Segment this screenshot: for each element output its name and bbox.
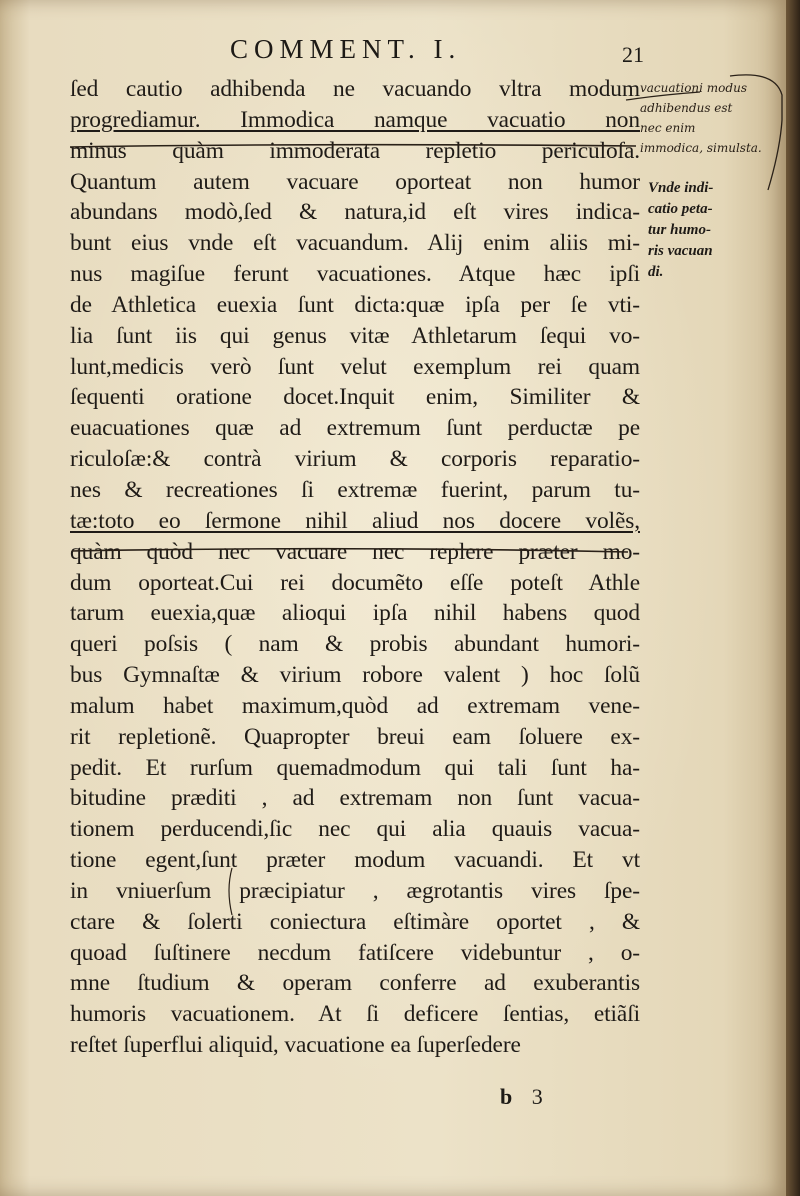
hand-line-4: immodica, simulsta.: [640, 141, 762, 155]
text-line-9: lia ſunt iis qui genus vitæ Athletarum ſequi vo-: [70, 322, 640, 349]
hand-bracket: [730, 75, 782, 190]
hand-line-1: vacuationi modus: [640, 81, 747, 95]
hand-arrow: [626, 92, 700, 100]
margin-line-2: catio peta-: [648, 201, 713, 217]
text-line-18: tarum euexia,quæ alioqui ipſa nihil habens quod: [70, 600, 640, 627]
hand-underline-1: [70, 145, 636, 147]
text-line-26: tione egent,ſunt præter modum vacuandi. Et vt: [70, 847, 640, 874]
text-line-6: bunt eius vnde eſt vacuandum. Alij enim aliis mi-: [70, 230, 640, 257]
text-line-29: quoad ſuſtinere necdum fatiſcere videbuntur , o-: [70, 939, 640, 966]
text-line-12: euacuationes quæ ad extremum ſunt perductæ pe: [70, 415, 640, 442]
text-line-23: pedit. Et rurſum quemadmodum qui tali ſunt ha-: [70, 754, 640, 781]
hand-line-3: nec enim: [640, 121, 696, 135]
text-line-5: abundans modò,ſed & natura,id eſt vires indica-: [70, 199, 640, 226]
text-line-24: bitudine præditi , ad extremam non ſunt vacua-: [70, 785, 640, 812]
text-line-2: progrediamur. Immodica namque vacuatio non: [70, 106, 640, 133]
margin-line-5: di.: [648, 264, 664, 280]
text-line-32: reſtet ſuperflui aliquid, vacuatione ea ſuperſedere: [70, 1032, 521, 1059]
text-line-19: queri poſsis ( nam & probis abundant humori-: [70, 631, 640, 658]
text-line-21: malum habet maximum,quòd ad extremam vene-: [70, 692, 640, 719]
text-line-13: riculoſæ:& contrà virium & corporis reparatio-: [70, 446, 640, 473]
signature-number: 3: [531, 1084, 543, 1109]
text-line-31: humoris vacuationem. At ſi deficere ſentias, etiãſi: [70, 1001, 640, 1028]
running-header: COMMENT. I.: [230, 34, 462, 64]
text-line-1: ſed cautio adhibenda ne vacuando vltra modum: [70, 76, 640, 102]
text-line-30: mne ſtudium & operam conferre ad exuberantis: [70, 970, 640, 997]
text-line-4: Quantum autem vacuare oporteat non humor: [70, 168, 640, 195]
text-line-11: ſequenti oratione docet.Inquit enim, Similiter &: [70, 384, 640, 411]
text-line-7: nus magiſue ferunt vacuationes. Atque hæc ipſi: [70, 261, 640, 288]
margin-line-3: tur humo-: [648, 222, 711, 238]
text-line-10: lunt,medicis verò ſunt velut exemplum rei quam: [70, 353, 640, 380]
text-line-20: bus Gymnaſtæ & virium robore valent ) hoc ſolũ: [70, 662, 640, 689]
margin-line-1: Vnde indi-: [648, 180, 714, 196]
text-line-14: nes & recreationes ſi extremæ fuerint, parum tu-: [70, 476, 640, 503]
signature-letter: b: [500, 1084, 513, 1109]
hand-underline-2: [72, 549, 628, 552]
margin-line-4: ris vacuan: [648, 243, 713, 259]
hand-mark: [229, 868, 232, 915]
text-line-8: de Athletica euexia ſunt dicta:quæ ipſa per ſe vti-: [70, 291, 640, 318]
page-number: 21: [622, 42, 644, 67]
text-line-22: rit repletionẽ. Quapropter breui eam ſoluere ex-: [70, 723, 640, 750]
text-line-3: minus quàm immoderata repletio periculoſa.: [70, 137, 640, 164]
text-line-17: dum oporteat.Cui rei documẽto eſſe poteſt Athle: [70, 569, 640, 596]
text-line-27: in vniuerſum præcipiatur , ægrotantis vires ſpe-: [70, 877, 640, 904]
text-line-16: quàm quòd nec vacuare nec replere præter mo-: [70, 538, 640, 565]
text-line-28: ctare & ſolerti coniectura eſtimàre oportet , &: [70, 908, 640, 935]
text-line-25: tionem perducendi,ſic nec qui alia quauis vacua-: [70, 816, 640, 843]
hand-line-2: adhibendus est: [640, 101, 733, 115]
book-gutter: [786, 0, 800, 1196]
text-line-15: tæ:toto eo ſermone nihil aliud nos docere volẽs,: [70, 507, 640, 534]
